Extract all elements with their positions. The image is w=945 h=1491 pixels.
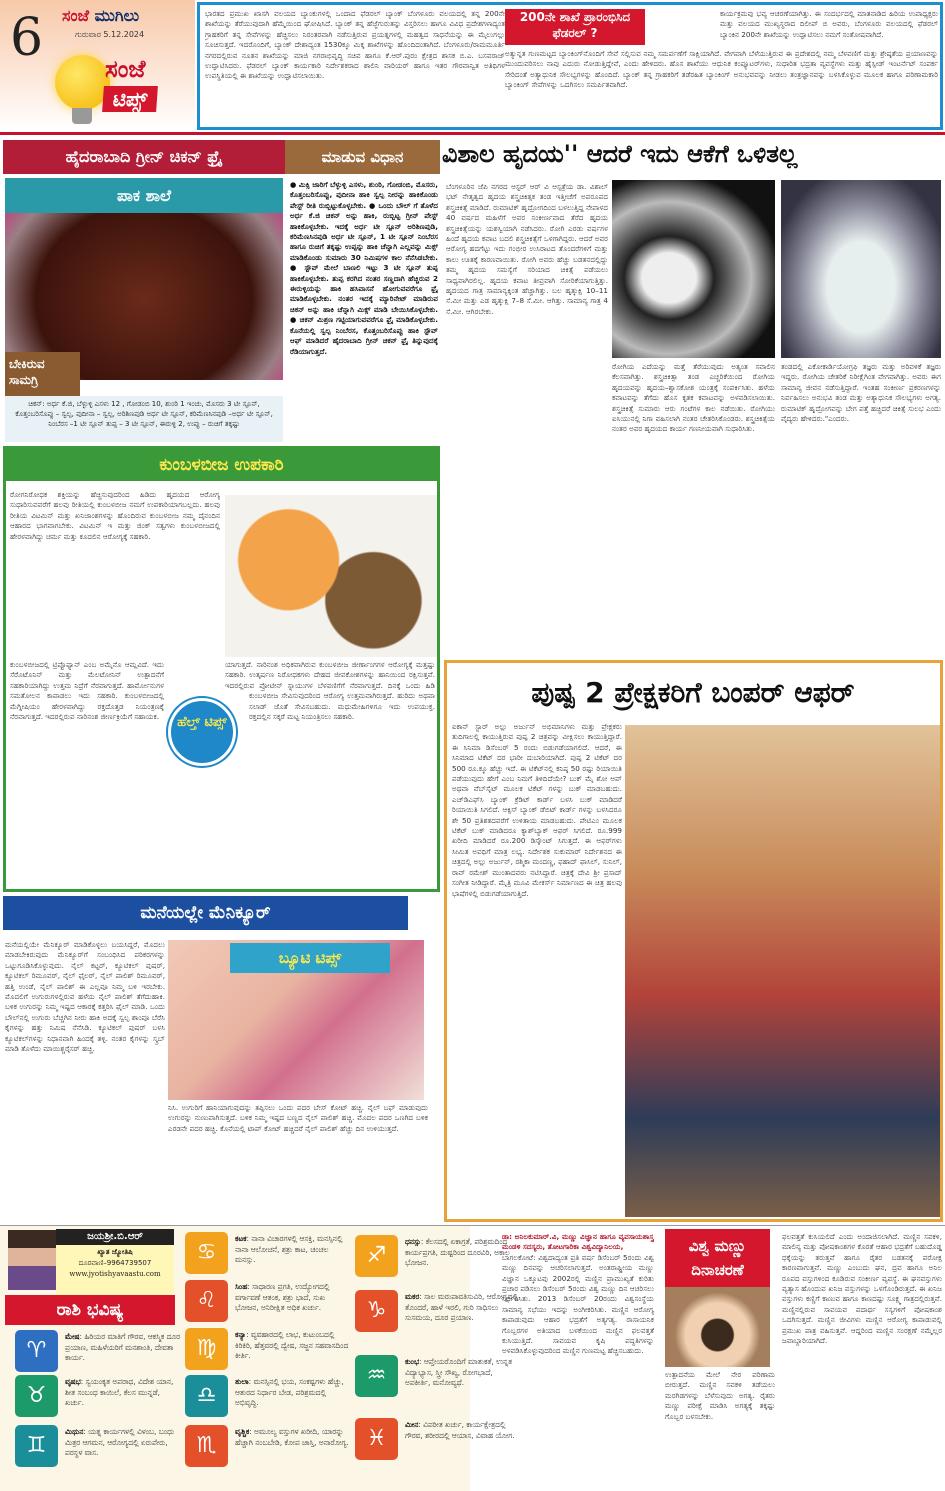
pumpkin-text-3-column (225, 660, 435, 888)
separator: : (249, 1427, 255, 1436)
separator: : (246, 1330, 251, 1339)
zodiac-icon: ♓ (355, 1418, 398, 1460)
heart-text-3: ತಂಡದಲ್ಲಿ ಎಕೋಕಾರ್ಡಿಯೋಗ್ರಫಿ ತಜ್ಞರು ಮತ್ತು ಅರಿವಳಿಕೆ ತಜ್ಞರು ಇದ್ದರು. ರೋಗಿಯ ಚೇತರಿಕೆ ನಿರೀಕ್ಷೆಗಿಂತ ವೇಗವಾಗಿತ್ತು. ಅವರು ಈಗ ಸಾಮಾನ್ಯ ಜೀವನ ನಡೆಸುತ್ತಿದ್ದಾರೆ. ಇಂತಹ ಸಂಕೀರ್ಣ ಪ್ರಕರಣಗಳನ್ನು ನಿರ್ವಹಿಸಲು ಅನುಭವಿ ತಂಡ ಮತ್ತು ಅತ್ಯಾಧುನಿಕ ಸೌಲಭ್ಯಗಳು ಅಗತ್ಯ. ರುಮಾಟಿಕ್ ಹೃದ್ರೋಗವನ್ನು ಬೇಗ ಪತ್ತೆ ಹಚ್ಚಿದರೆ ಚಿಕಿತ್ಸೆ ಸುಲಭ ಎಂದು ವೈದ್ಯರು ಹೇಳಿದರು."ಎಂದರು. (781, 362, 941, 424)
recipe-steps: ● ಮಿಕ್ಸಿ ಜಾರಿಗೆ ಬೆಳ್ಳುಳ್ಳಿ ಎಸಳು, ಶುಂಠಿ, ಗೋಡಂಬಿ, ಮೊಸರು, ಕೊತ್ತಂಬರಿಸೊಪ್ಪು, ಪುದೀನಾ ಹಾಕಿ ಸ್ವಲ್ಪ ನೀರನ್ನು ಹಾಕಿಕೊಂಡು ಪೇಸ್ಟ್ ರೀತಿ ರುಬ್ಬಿಟ್ಟುಕೊಳ್ಳಬೇಕು. ● ಒಂದು ಬೌಲ್ ಗೆ ತೊಳೆದ ಅರ್ಧ ಕೆ.ಜಿ ಚಿಕನ್ ಅನ್ನು ಹಾಕಿ, ರುಬ್ಬಿಟ್ಟ ಗ್ರೀನ್ ಪೇಸ್ಟ್ ಹಾಕಿಕೊಳ್ಳಬೇಕು. ಇದಕ್ಕೆ ಅರ್ಧ ಟೀ ಸ್ಪೂನ್ ಅರಿಶಿಣಪುಡಿ, ಕರಿಮೆಣಸಿನಪುಡಿ ಅರ್ಧ ಟೀ ಸ್ಪೂನ್, 1 ಟೀ ಸ್ಪೂನ್ ನಿಂಬೆರಸ ಹಾಗೂ ರುಚಿಗೆ ತಕ್ಕಷ್ಟು ಉಪ್ಪನ್ನು ಹಾಕಿ ಚೆನ್ನಾಗಿ ಎಲ್ಲವನ್ನು ಮಿಕ್ಸ್ ಮಾಡಿಕೊಂಡು ಸುಮಾರು 30 ನಿಮಿಷಗಳ ಕಾಲ ನೆನೆಸಿಡಬೇಕು. ● ಸ್ಟೌವ್ ಮೇಲೆ ಬಾಣಲಿ ಇಟ್ಟು 3 ಟೀ ಸ್ಪೂನ್ ತುಪ್ಪ ಹಾಕಿಕೊಳ್ಳಬೇಕು. ತುಪ್ಪ ಕರಗಿದ ನಂತರ ಸಣ್ಣದಾಗಿ ಹೆಚ್ಚಿರುವ 2 ಈರುಳ್ಳಿಯನ್ನು ಹಾಕಿ ಹಸಿವಾಸನೆ ಹೋಗುವವರೆಗೂ ಫ್ರೈ ಮಾಡಿಕೊಳ್ಳಬೇಕು. ನಂತರ ಇದಕ್ಕೆ ಮ್ಯಾರಿನೇಟ್ ಮಾಡಿರುವ ಚಿಕನ್ ಅನ್ನು ಹಾಕಿ ಚೆನ್ನಾಗಿ ಮಿಕ್ಸ್ ಮಾಡಿ ಬೇಯಿಸಿಕೊಳ್ಳಬೇಕು. ● ಚಿಕನ್ ಮಿಶ್ರಣ ಗಟ್ಟಿಯಾಗುವವರೆಗೂ ಫ್ರೈ ಮಾಡಿಕೊಳ್ಳಬೇಕು. ಕೊನೆಯಲ್ಲಿ ಸ್ವಲ್ಪ ನಿಂಬೆರಸ, ಕೊತ್ತಂಬರಿಸೊಪ್ಪು ಹಾಕಿ ಸ್ಟೌವ್ ಆಫ್ ಮಾಡಿದರೆ ಹೈದರಾಬಾದಿ ಗ್ರೀನ್ ಚಿಕನ್ ಫ್ರೈ ತಿನ್ನುವುದಕ್ಕೆ ರೆಡಿಯಾಗುತ್ತದೆ. (290, 180, 438, 356)
soil-text-2: ಉತ್ಪಾದನೆಯ ಮೇಲೆ ನೇರ ಪರಿಣಾಮ ಬೀರುತ್ತದೆ. ಮಣ್ಣಿನ ಸವಕಳಿ ತಡೆಯಲು ಮರಗಿಡಗಳನ್ನು ಬೆಳೆಸುವುದು ಅಗತ್ಯ. ರೈತರು ಮಣ್ಣು ಪರೀಕ್ಷೆ ಮಾಡಿಸಿ ಅಗತ್ಯಕ್ಕೆ ತಕ್ಕಷ್ಟು ಗೊಬ್ಬರ ಬಳಸಬೇಕು. (665, 1370, 775, 1421)
zodiac-name: ಧನಸ್ಸು (405, 1237, 421, 1246)
zodiac-name: ವೃಶ್ಚಿಕ (235, 1427, 250, 1436)
zodiac-name: ಸಿಂಹ (235, 1282, 248, 1291)
astrologer-photo (8, 1230, 56, 1290)
zodiac-name: ಕುಂಭ (405, 1357, 419, 1366)
soil-in-hands-photo (665, 1287, 770, 1367)
zodiac-icon: ♍ (185, 1328, 228, 1370)
soil-author: ಡಾ: ಅನಿಲಕುಮಾರ್.ವಿ, ಮಣ್ಣು ವಿಜ್ಞಾನ ಹಾಗೂ ವ್ಯವಸಾಯಶಾಸ್ತ್ರ ಮಂಡಳಿ ಸದಸ್ಯರು, ತೋಟಗಾರಿಕಾ ವಿಶ್ವವಿದ್ಯಾನಿಲಯ, (502, 1232, 654, 1252)
zodiac-prediction: ವಿಪರೀತ ಖರ್ಚು, ಕಾರ್ಯಕ್ಷೇತ್ರದಲ್ಲಿ ಗೌರವ, ಶರೀರದಲ್ಲಿ ಆಯಾಸ, ವಿವಾಹ ಯೋಗ. (405, 1420, 515, 1440)
zodiac-icon: ♈ (15, 1330, 58, 1372)
soil-headline: ವಿಶ್ವ ಮಣ್ಣು ದಿನಾಚರಣೆ (665, 1229, 770, 1287)
horoscope-entry (65, 1427, 180, 1459)
zodiac-prediction: ಸಾಧಾರಣ ಪ್ರಗತಿ, ಉದ್ಯೋಗದಲ್ಲಿ ವರ್ಗಾವಣೆ ಆತಂಕ, ಶತ್ರು ಭಾದೆ, ಸುಖ ಭೋಜನ, ಅನಿರೀಕ್ಷಿತ ಅಧಿಕ ಖರ್ಚು. (235, 1282, 330, 1312)
separator: : (246, 1234, 252, 1243)
recipe-band: ಪಾಕ ಶಾಲೆ (5, 178, 283, 213)
top-news-col1: ಭಾರತದ ಪ್ರಮುಖ ಖಾಸಗಿ ವಲಯದ ಬ್ಯಾಂಕುಗಳಲ್ಲಿ ಒಂದಾದ ಫೆಡರಲ್ ಬ್ಯಾಂಕ್ ಬೆಂಗಳೂರು ವಲಯದಲ್ಲಿ ತನ್ನ 200ನೇ ಶಾಖೆಯನ್ನು ತೆರೆಯುವುದಾಗಿ ಹೆಮ್ಮೆಯಿಂದ ಘೋಷಿಸಿದೆ. ಬ್ಯಾಂಕ್ ತನ್ನ ಹೆಜ್ಜೆಗುರುತನ್ನು ವಿಸ್ತರಿಸಲು ಹಾಗೂ ವಿವಿಧ ಪ್ರದೇಶಗಳಾದ್ಯಂತ ಗ್ರಾಹಕರಿಗೆ ತನ್ನ ಸೇವೆಗಳನ್ನು ಹೆಚ್ಚಿಸಲು ನಿರಂತರವಾಗಿ ನಡೆಸುತ್ತಿರುವ ಪ್ರಯತ್ನಗಳಲ್ಲಿ ಮಹತ್ವದ ಸಾಧನೆಯನ್ನು ಈ ಮೈಲುಗಲ್ಲು ಸೂಚಿಸುತ್ತದೆ. ಇದರೊಂದಿಗೆ, ಬ್ಯಾಂಕ್ ದೇಶಾದ್ಯಂತ 1530ಕ್ಕೂ ಮಿಕ್ಕ ಶಾಖೆಗಳನ್ನು ಹೊಂದಿದಂತಾಗಿದೆ. ಬೆಂಗಳೂರು/ರಾಮಮೂರ್ತಿ ನಗರದಲ್ಲಿರುವ ನೂತನ ಶಾಖೆಯನ್ನು ಮಾಜಿ ನಗರಾಭಿವೃದ್ಧಿ ಸಚಿವ ಹಾಗೂ ಕೆ.ಆರ್.ಪುರಂ ಕ್ಷೇತ್ರದ ಶಾಸಕ ಬಿ.ಎ. ಬಸವರಾಜ್ ಉದ್ಘಾಟಿಸಿದರು. ಫೆಡರಲ್ ಬ್ಯಾಂಕ್ ಕಾರ್ಯಕಾರಿ ನಿರ್ದೇಶಕರಾದ ಶಾಲಿನಿ ವಾರಿಯರ್ ಹಾಗೂ ಇತರ ಗೌರವಾನ್ವಿತ ಅತಿಥಿಗಳ ಉಪಸ್ಥಿತಿಯಲ್ಲಿ ಈ ಶಾಖೆಯನ್ನು ಉದ್ಘಾಟಿಸಲಾಯಿತು. (205, 9, 505, 81)
chest-xray-image-2 (781, 180, 941, 358)
zodiac-prediction: ಮನಸ್ಸಿನಲ್ಲಿ ಭಯ, ಸಂಕಷ್ಟಗಳು ಹೆಚ್ಚು, ಆತುರದ ನಿರ್ಧಾರ ಬೇಡ, ಪರಿಶ್ರಮದಲ್ಲಿ ಅಭಿವೃದ್ಧಿ. (235, 1377, 344, 1407)
heart-text-2: ರೋಗಿಯ ಎದೆಯನ್ನು ಮತ್ತೆ ತೆರೆಯುವುದು ಅತ್ಯಂತ ಸವಾಲಿನ ಕೆಲಸವಾಗಿತ್ತು. ಶಸ್ತ್ರಚಿಕಿತ್ಸಾ ತಂಡ ಎಚ್ಚರಿಕೆಯಿಂದ ರೋಗಿಯ ಹೃದಯವನ್ನು ಹೃದಯ–ಶ್ವಾಸಕೋಶ ಯಂತ್ರಕ್ಕೆ ಸಂಪರ್ಕಿಸಿತು. ಹಳೆಯ ಕವಾಟವನ್ನು ತೆಗೆದು ಹೊಸ ಕೃತಕ ಕವಾಟವನ್ನು ಅಳವಡಿಸಲಾಯಿತು. ಶಸ್ತ್ರಚಿಕಿತ್ಸೆ ಸುಮಾರು ಆರು ಗಂಟೆಗಳ ಕಾಲ ನಡೆಯಿತು. ರೋಗಿಯು ಐಸಿಯುನಲ್ಲಿ ನಿಗಾ ವಹಿಸಲಾಗಿ ನಂತರ ಚೇತರಿಸಿಕೊಂಡರು. ಶಸ್ತ್ರಚಿಕಿತ್ಸೆಯ ನಂತರ ಅವರ ಹೃದಯದ ಕಾರ್ಯ ಗಣನೀಯವಾಗಿ ಸುಧಾರಿಸಿತು. (612, 362, 775, 434)
recipe-method-label: ಮಾಡುವ ವಿಧಾನ (285, 140, 440, 174)
astrologer-name: ಜಯಶ್ರೀ.ಬಿ.ಆರ್ (56, 1229, 174, 1245)
page-number: 6 (10, 8, 44, 68)
separator: : (418, 1420, 424, 1429)
zodiac-icon: ♎ (185, 1375, 228, 1417)
zodiac-prediction: ಯತ್ನ ಕಾರ್ಯಗಳಲ್ಲಿ ವಿಳಂಬ, ಬಂಧು ಮಿತ್ರರ ಆಗಮನ, ಆರೋಗ್ಯದಲ್ಲಿ ಏರುಪೇರು, ಪರಸ್ಥಳ ವಾಸ. (65, 1427, 175, 1457)
section-title-a: ಸಂಜೆ (105, 55, 146, 83)
separator: : (83, 1427, 89, 1436)
movie-still-photo (625, 725, 940, 1217)
manicure-headline: ಮನೆಯಲ್ಲೇ ಮೆನಿಕ್ಯೂರ್ (3, 896, 408, 930)
section-title-b: ಟಿಪ್ಸ್ (102, 86, 158, 112)
separator: : (420, 1237, 426, 1246)
heart-text-1: ಬೆಂಗಳೂರಿನ ಜೆಪಿ ನಗರದ ಆಸ್ಟರ್ ಆರ್ ವಿ ಆಸ್ಪತ್ರೆಯ ಡಾ. ವಿಶಾಲ್ ಭಟ್ ನೇತೃತ್ವದ ಹೃದಯ ಶಸ್ತ್ರಚಿಕಿತ್ಸಕ ತಂಡ ಇತ್ತೀಚೆಗೆ ಅಪರೂಪದ ಶಸ್ತ್ರಚಿಕಿತ್ಸೆ ಮಾಡಿದೆ. ರುಮಾಟಿಕ್ ಹೃದ್ರೋಗದಿಂದ ಬಳಲುತ್ತಿದ್ದ ನೇಪಾಳದ 40 ವರ್ಷದ ಮಹಿಳೆಗೆ ಅವರ ಸಂಕೀರ್ಣವಾದ ತೆರೆದ ಹೃದಯ ಶಸ್ತ್ರಚಿಕಿತ್ಸೆಯನ್ನು ಯಶಸ್ವಿಯಾಗಿ ನಡೆಸಿದರು. ರೋಗಿ ಎರಡು ವರ್ಷಗಳ ಹಿಂದೆ ಹೃದಯ ಕವಾಟ ಬದಲಿ ಶಸ್ತ್ರಚಿಕಿತ್ಸೆಗೆ ಒಳಗಾಗಿದ್ದರು. ಆದರೆ ಅವರ ಆರೋಗ್ಯ ಹದಗೆಟ್ಟು ಇದು ಗಂಭೀರ ಉಸಿರಾಟದ ತೊಂದರೆಗಳಿಗೆ ಮತ್ತು ಕಾಲು ಊತಕ್ಕೆ ಕಾರಣವಾಯಿತು. ರೋಗಿ ಅವರು ಹೆಚ್ಚು ಬಡತನದಲ್ಲಿದ್ದು ತಮ್ಮ ಹೃದಯ ಸಮಸ್ಯೆಗೆ ಸರಿಯಾದ ಚಿಕಿತ್ಸೆ ಪಡೆಯಲು ಸಾಧ್ಯವಾಗಿರಲಿಲ್ಲ. ಹೃದಯ ಕವಾಟ ತೀವ್ರವಾಗಿ ಸೋರಿಕೆಯಾಗುತ್ತಿತ್ತು. ಹೃದಯದ ಗಾತ್ರ ಸಾಮಾನ್ಯಕ್ಕಿಂತ ಹೆಚ್ಚಾಗಿತ್ತು. ಬಲ ಹೃತ್ಕುಕ್ಷಿ 10–11 ಸೆ.ಮೀ ಮತ್ತು ಎಡ ಹೃತ್ಕುಕ್ಷಿ 7–8 ಸೆ.ಮೀ. ಆಗಿತ್ತು. ಸಾಮಾನ್ಯ ಗಾತ್ರ 4 ಸೆ.ಮೀ. ಆಗಿರಬೇಕು. (446, 182, 608, 316)
separator: : (419, 1357, 424, 1366)
zodiac-name: ಮೀನ (405, 1420, 419, 1429)
pumpkin-text-1: ರೋಗನಿರೋಧಕ ಶಕ್ತಿಯನ್ನು ಹೆಚ್ಚಿಸುವುದರಿಂದ ಹಿಡಿದು ಹೃದಯದ ಆರೋಗ್ಯ ಸುಧಾರಿಸುವವರೆಗೆ ಹಲವು ರೀತಿಯಲ್ಲಿ ಕುಂಬಳಬೀಜ ನಮಗೆ ಉಪಕಾರಿಯಾಗಬಲ್ಲದು. ಹಲವು ರೀತಿಯ ವಿಟಮಿನ್ ಮತ್ತು ಖನಿಜಾಂಶಗಳನ್ನು ಹೊಂದಿರುವ ಕುಂಬಳಬೀಜ ನಮ್ಮ ದೈನಂದಿನ ಆಹಾರದ ಭಾಗವಾಗಬೇಕು. ವಿಟಮಿನ್ ಇ ಮತ್ತು ಜಿಂಕ್ ಸತ್ವಗಳು ಕುಂಬಳಬೀಜದಲ್ಲಿ ಹೇರಳವಾಗಿದ್ದು ಚರ್ಮ ಮತ್ತು ಕೂದಲಿನ ಆರೋಗ್ಯಕ್ಕೆ ಸಹಕಾರಿ. (10, 490, 220, 541)
pushpa-text: ಐಕಾನ್ ಸ್ಟಾರ್ ಅಲ್ಲು ಅರ್ಜುನ್ ಅಭಿಮಾನಿಗಳು ಮತ್ತು ಪ್ರೇಕ್ಷಕರು ತುದಿಗಾಲಲ್ಲಿ ಕಾಯುತ್ತಿರುವ ಪುಷ್ಪ 2 ಚಿತ್ರವನ್ನು ವೀಕ್ಷಿಸಲು ಕಾಯುತ್ತಿದ್ದಾರೆ. ಈ ಸಿನಿಮಾ ಡಿಸೆಂಬರ್ 5 ರಂದು ಬಿಡುಗಡೆಯಾಗಲಿದೆ. ಆದರೆ, ಈ ಸಿನಿಮಾದ ಟಿಕೆಟ್ ದರ ಭಾರೀ ದುಬಾರಿಯಾಗಿದೆ. ಪುಷ್ಪ 2 ಟಿಕೆಟ್ ದರ 500 ರೂ.ಕ್ಕೂ ಹೆಚ್ಚು ಇದೆ. ಈ ಟಿಕೆಟ್‌ನಲ್ಲಿ ಕನಿಷ್ಠ 50 ರಷ್ಟು ರಿಯಾಯಿತಿ ಪಡೆಯುವುದು ಹೇಗೆ ಎಂಬ ನಿಮಗೆ ತಿಳಿದಿದೆಯೇ? ಬುಕ್ ಮೈ ಶೋ ಆಪ್ ಅಥವಾ ವೆಬ್‌ಸೈಟ್ ಮೂಲಕ ಟಿಕೆಟ್ ಗಳನ್ನು ಬುಕ್ ಮಾಡಬಹುದು. ಎಚ್‌ಡಿಎಫ್‌ಸಿ ಬ್ಯಾಂಕ್ ಕ್ರೆಡಿಟ್ ಕಾರ್ಡ್ ಬಳಸಿ ಬುಕ್ ಮಾಡಿದರೆ ರಿಯಾಯಿತಿ ಸಿಗಲಿದೆ. ಆಕ್ಸಿಸ್ ಬ್ಯಾಂಕ್ ಡೆಬಿಟ್ ಕಾರ್ಡ್ ಗಳನ್ನು ಬಳಸಿದರೂ ಶೇ 50 ಪ್ರತಿಶತದವರೆಗೆ ಉಳಿತಾಯ ಮಾಡಬಹುದು. ಪೇಟಿಎಂ ಮೂಲಕ ಟಿಕೆಟ್ ಬುಕ್ ಮಾಡಿದರೂ ಕ್ಯಾಶ್‌ಬ್ಯಾಕ್ ಆಫರ್ ಸಿಗಲಿದೆ. ರೂ.999 ಖರೀದಿ ಮಾಡಿದರೆ ರೂ.200 ಡಿಸ್ಕೌಂಟ್ ಸಿಗುತ್ತದೆ. ಈ ಆಫರ್‌ಗಳು ಸೀಮಿತ ಅವಧಿಗೆ ಮಾತ್ರ ಲಭ್ಯ. ನಿರ್ದೇಶಕ ಸುಕುಮಾರ್ ನಿರ್ದೇಶನದ ಈ ಚಿತ್ರದಲ್ಲಿ ಅಲ್ಲು ಅರ್ಜುನ್, ರಶ್ಮಿಕಾ ಮಂದಣ್ಣ, ಫಹಾದ್ ಫಾಸಿಲ್, ಸುನಿಲ್, ರಾವ್ ರಮೇಶ್ ಮುಂತಾದವರು ನಟಿಸಿದ್ದಾರೆ. ಚಿತ್ರಕ್ಕೆ ದೇವಿ ಶ್ರೀ ಪ್ರಸಾದ್ ಸಂಗೀತ ನೀಡಿದ್ದಾರೆ. ಮೈತ್ರಿ ಮೂವಿ ಮೇಕರ್ಸ್ ನಿರ್ಮಾಣದ ಈ ಚಿತ್ರ ಹಲವು ಭಾಷೆಗಳಲ್ಲಿ ಬಿಡುಗಡೆಯಾಗುತ್ತಿದೆ. (452, 722, 622, 898)
horoscope-entry (65, 1377, 180, 1409)
pumpkin-headline: ಕುಂಬಳಬೀಜ ಉಪಕಾರಿ (6, 449, 437, 481)
zodiac-icon: ♐ (355, 1235, 398, 1277)
zodiac-name: ಕನ್ಯಾ (235, 1330, 247, 1339)
ingredients-label: ಬೇಕಿರುವ ಸಾಮಗ್ರಿ (5, 352, 80, 396)
zodiac-name: ಕಟಕ (235, 1234, 247, 1243)
zodiac-icon: ♑ (355, 1290, 398, 1332)
heart-headline: ವಿಶಾಲ ಹೃದಯ'' ಆದರೆ ಇದು ಆಕೆಗೆ ಒಳಿತಲ್ಲ (442, 140, 798, 168)
zodiac-prediction: ಹಿರಿಯರ ಮಾತಿಗೆ ಗೌರವ, ಆಕಸ್ಮಿಕ ದೂರ ಪ್ರಯಾಣ, ಮಹಿಳೆಯರಿಗೆ ಮನಶಾಂತಿ, ದೇವತಾ ಕಾರ್ಯ. (65, 1332, 180, 1362)
zodiac-prediction: ಆಪ್ತೇಯರೊಂದಿಗೆ ಮಾತುಕತೆ, ಉನ್ನತ ವಿದ್ಯಾಭ್ಯಾಸ, ಸ್ತ್ರೀ ಸೌಖ್ಯ, ರೋಗಭಾದೆ, ಅಪಕೀರ್ತಿ, ಮನೋವ್ಯಥೆ. (405, 1357, 513, 1387)
zodiac-icon: ♋ (185, 1232, 228, 1274)
pumpkin-text-2: ಕುಂಬಳಬೀಜದಲ್ಲಿ ಟ್ರಿಪ್ಟೊಫ್ಯಾನ್ ಎಂಬ ಅಮೈನೊ ಆಮ್ಲವಿದೆ. ಇದು ಸೆರೊಟೊನಿನ್ ಮತ್ತು ಮೆಲಟೋನಿನ್ ಉತ್ಪಾದನೆಗೆ ಸಹಕಾರಿಯಾಗಿದ್ದು ಉತ್ತಮ ನಿದ್ರೆಗೆ ನೆರವಾಗುತ್ತದೆ. ಹಾರ್ಮೋನುಗಳ ಸಮತೋಲನ ಕಾಪಾಡಲು ಇದು ಸಹಕಾರಿ. ಕುಂಬಳಬೀಜದಲ್ಲಿ ಮೆಗ್ನೀಷಿಯಂ ಹೇರಳವಾಗಿದ್ದು ರಕ್ತದೊತ್ತಡ ನಿಯಂತ್ರಣಕ್ಕೆ ನೆರವಾಗುತ್ತದೆ. ಇದರಲ್ಲಿರುವ ನಾರಿನಂಶ ಜೀರ್ಣಕ್ರಿಯೆಗೆ ಸಹಾಯಕ. (10, 660, 164, 722)
zodiac-prediction: ಅಮೂಲ್ಯ ವಸ್ತುಗಳ ಖರೀದಿ, ಯಾರನ್ನು ಹೆಚ್ಚಾಗಿ ನಂಬಬೇಡಿ, ಕೋಪ ಜಾಸ್ತಿ, ಅನಾರೋಗ್ಯ. (235, 1427, 349, 1447)
horoscope-entry (235, 1330, 350, 1362)
paper-name-a: ಸಂಜೆ (62, 6, 89, 25)
divider (0, 132, 945, 135)
zodiac-icon: ♒ (355, 1355, 398, 1397)
ingredients-list: ಚಿಕನ್: ಅರ್ಧ ಕೆ.ಜಿ, ಬೆಳ್ಳುಳ್ಳಿ ಎಸಳು 12 , ಗೋಡಂಬಿ 10, ಶುಂಠಿ 1 ಇಂಚು, ಮೊಸರು 3 ಟೀ ಸ್ಪೂನ್, ಕೊತ್ತಂಬರಿಸೊಪ್ಪು – ಸ್ವಲ್ಪ, ಪುದೀನಾ – ಸ್ವಲ್ಪ, ಅರಿಶಿಣಪುಡಿ ಅರ್ಧ ಟೀ ಸ್ಪೂನ್, ಕರಿಮೆಣಸಿನಪುಡಿ –ಅರ್ಧ ಟೀ ಸ್ಪೂನ್, ನಿಂಬೆರಸ –1 ಟೀ ಸ್ಪೂನ್ ತುಪ್ಪ – 3 ಟೀ ಸ್ಪೂನ್, ಈರುಳ್ಳಿ 2, ಉಪ್ಪು – ರುಚಿಗೆ ತಕ್ಕಷ್ಟು (5, 396, 283, 442)
top-news-headline: 200ನೇ ಶಾಖೆ ಪ್ರಾರಂಭಿಸಿದ ಫೆಡರಲ್ ? (505, 9, 645, 45)
zodiac-icon: ♏ (185, 1425, 228, 1467)
zodiac-name: ಮಿಥುನ (65, 1427, 84, 1436)
top-news-col3: ಅತ್ಯುನ್ನತ ಗುಣಮಟ್ಟದ ಬ್ಯಾಂಕಿಂಗ್‌ನೊಂದಿಗೆ ಸೇವೆ ಸಲ್ಲಿಸುವ ನಮ್ಮ ಸಮರ್ಪಣೆಗೆ ಸಾಕ್ಷಿಯಾಗಿದೆ. ವೇಗವಾಗಿ ಬೆಳೆಯುತ್ತಿರುವ ಈ ಪ್ರದೇಶದಲ್ಲಿ ನಮ್ಮ ಬೆಳವಣಿಗೆ ಮತ್ತು ಶ್ರೇಷ್ಠತೆಯ ಪ್ರಯಾಣವನ್ನು ಮುಂದುವರಿಸಲು ನಾವು ಎದುರು ನೋಡುತ್ತಿದ್ದೇವೆ, ಎಂದು ಹೇಳಿದರು. ಹೊಸ ಶಾಖೆಯು ಆಧುನಿಕ ಕಂಪ್ಯೂಟರ್‌ಗಳು, ಸುಧಾರಿತ ಭದ್ರತಾ ವ್ಯವಸ್ಥೆಗಳು ಮತ್ತು ಹೈಸ್ಪೀಡ್ ಇಂಟರ್ನೆಟ್ ಸಂಪರ್ಕ ಸೇರಿದಂತೆ ಅತ್ಯಾಧುನಿಕ ಸೌಲಭ್ಯಗಳನ್ನು ಹೊಂದಿದೆ. ಬ್ಯಾಂಕ್ ತನ್ನ ಗ್ರಾಹಕರಿಗೆ ತಡೆರಹಿತ ಬ್ಯಾಂಕಿಂಗ್ ಅನುಭವವನ್ನು ನೀಡಲು ತಂತ್ರಜ್ಞಾನವನ್ನು ಬಳಸಿಕೊಳ್ಳುವ ಮೂಲಕ ಹಾಗೂ ಪರಿಣಾಮಕಾರಿ ಬ್ಯಾಂಕಿಂಗ್ ಸೇವೆಗಳನ್ನು ಒದಗಿಸಲು ಸಮರ್ಪಿತವಾಗಿದೆ. (505, 49, 938, 90)
chest-xray-image (612, 180, 775, 358)
horoscope-entry (65, 1332, 180, 1364)
manicure-text-1: ಮನೆಯಲ್ಲಿಯೇ ಮೆನಿಕ್ಯೂರ್ ಮಾಡಿಕೊಳ್ಳಲು ಬಯಸಿದ್ದರೆ, ಮೊದಲು ಮಾಡಬೇಕಿರುವುದು ಮೆನಿಕ್ಯೂರ್‌ಗೆ ಸಂಬಂಧಿಸಿದ ಪರಿಕರಗಳನ್ನು ಒಟ್ಟುಗೂಡಿಸಿಕೊಳ್ಳುವುದು. ನೈಲ್ ಕಟ್ಟರ್, ಕ್ಯೂಟಿಕಲ್ ಪುಷರ್, ಕ್ಯೂಟಿಕಲ್ ರಿಮೂವರ್, ನೈಲ್ ಫೈಲರ್, ನೈಲ್ ಪಾಲಿಶ್ ರಿಮೂವರ್, ಹತ್ತಿ ಉಂಡೆ, ನೈಲ್ ಪಾಲಿಶ್ ಈ ಎಲ್ಲವೂ ನಿಮ್ಮ ಬಳಿ ಇರಬೇಕು. ಮೊದಲಿಗೆ ಉಗುರುಗಳಲ್ಲಿರುವ ಹಳೆಯ ನೈಲ್ ಪಾಲಿಶ್ ತೆಗೆದುಹಾಕಿ. ಬಳಿಕ ಉಗುರನ್ನು ನಿಮ್ಮ ಇಷ್ಟದ ಆಕಾರಕ್ಕೆ ಕತ್ತರಿಸಿ ಫೈಲ್ ಮಾಡಿ. ಒಂದು ಬೌಲ್‌ನಲ್ಲಿ ಉಗುರು ಬೆಚ್ಚಗಿನ ನೀರು ಹಾಕಿ ಅದಕ್ಕೆ ಸ್ವಲ್ಪ ಶಾಂಪೂ ಬೆರೆಸಿ ಕೈಗಳನ್ನು ಹತ್ತು ನಿಮಿಷ ನೆನೆಸಿಡಿ. ಕ್ಯೂಟಿಕಲ್ ಪುಷರ್ ಬಳಸಿ ಕ್ಯೂಟಿಕಲ್‌ಗಳನ್ನು ನಿಧಾನವಾಗಿ ಹಿಂದಕ್ಕೆ ತಳ್ಳಿ. ನಂತರ ಕೈಗಳನ್ನು ಸ್ಕ್ರಬ್ ಮಾಡಿ ತೊಳೆದು ಮಾಯಿಶ್ಚರೈಸರ್ ಹಚ್ಚಿ. (5, 940, 165, 1054)
paper-name-b: ಮುಗಿಲು (94, 6, 140, 25)
zodiac-icon: ♊ (15, 1425, 58, 1467)
zodiac-prediction: ಸ್ವಯಂಕೃತ ಅಪರಾಧ, ವಿದೇಶ ಯಾನ, ಶೀತ ಸಂಬಂಧ ಕಾಯಿಲೆ, ಕೆಲಸ ಮುನ್ನಡೆ, ಖರ್ಚು. (65, 1377, 174, 1407)
zodiac-prediction: ನಾನಾ ವಿಚಾರಗಳಲ್ಲಿ ಆಸಕ್ತಿ, ಮನಸ್ಸಿನಲ್ಲಿ ನಾನಾ ಆಲೋಚನೆ, ಶತ್ರು ಕಾಟ, ಚಂಚಲ ಮನಸ್ಸು. (235, 1234, 343, 1264)
astrologer-info (56, 1245, 174, 1295)
recipe-title: ಹೈದರಾಬಾದಿ ಗ್ರೀನ್ ಚಿಕನ್ ಫ್ರೈ (3, 140, 285, 174)
separator: : (248, 1377, 254, 1386)
soil-body-1: ಬಾಗಲಕೋಟೆ: ವಿಶ್ವದಾದ್ಯಂತ ಪ್ರತಿ ವರ್ಷ ಡಿಸೆಂಬರ್ 5ರಂದು ವಿಶ್ವ ಮಣ್ಣು ದಿನವನ್ನು ಆಚರಿಸಲಾಗುತ್ತದೆ. ಅಂತರಾಷ್ಟ್ರೀಯ ಮಣ್ಣು ವಿಜ್ಞಾನ ಒಕ್ಕೂಟವು 2002ರಲ್ಲಿ ಮಣ್ಣಿನ ಪ್ರಾಮುಖ್ಯತೆ ಕುರಿತು ಪ್ರಚಾರ ಪಡಿಸಲು ಡಿಸೆಂಬರ್ 5ರಂದು ವಿಶ್ವ ಮಣ್ಣು ದಿನ ಆಚರಿಸಲು ನಿರ್ಧರಿಸಿತು. 2013 ಡಿಸೆಂಬರ್ 20ರಂದು ವಿಶ್ವಸಂಸ್ಥೆಯ ಸಾಮಾನ್ಯ ಸಭೆಯು ಇದನ್ನು ಅಂಗೀಕರಿಸಿತು. ಮಣ್ಣಿನ ಆರೋಗ್ಯ ಕಾಪಾಡುವುದು ಆಹಾರ ಭದ್ರತೆಗೆ ಅತ್ಯಗತ್ಯ. ರಾಸಾಯನಿಕ ಗೊಬ್ಬರಗಳ ಅತಿಯಾದ ಬಳಕೆಯಿಂದ ಮಣ್ಣಿನ ಫಲವತ್ತತೆ ಕುಸಿಯುತ್ತಿದೆ. ಸಾವಯವ ಕೃಷಿ ಪದ್ಧತಿಗಳನ್ನು ಅಳವಡಿಸಿಕೊಳ್ಳುವುದರಿಂದ ಮಣ್ಣಿನ ಗುಣಮಟ್ಟ ಹೆಚ್ಚಿಸಬಹುದು. (502, 1252, 654, 1356)
astrologer-phone: ದೂರವಾಣಿ–9964739507 (78, 1259, 152, 1267)
horoscope-entry (235, 1282, 350, 1314)
astrologer-website: www.jyotishyavaastu.com (69, 1270, 161, 1278)
beauty-tips-badge: ಬ್ಯೂಟಿ ಟಿಪ್ಸ್ (230, 943, 390, 973)
astrologer-title: ಖ್ಯಾತ ಜ್ಯೋತಿಷಿ (97, 1248, 133, 1256)
zodiac-name: ವೃಷಭ (65, 1377, 81, 1386)
separator: : (80, 1377, 86, 1386)
newspaper-name (62, 6, 139, 26)
lightbulb-base-icon (72, 108, 92, 124)
top-news-col2: ಕಾರ್ಯಕ್ರಮವು ಭವ್ಯ ಆಚರಣೆಯಾಗಿತ್ತು. ಈ ಸಂದರ್ಭದಲ್ಲಿ ಮಾತನಾಡಿದ ಹಿರಿಯ ಉಪಾಧ್ಯಕ್ಷರು ಮತ್ತು ವಲಯದ ಮುಖ್ಯಸ್ಥರಾದ ದಿಲೀಪ್ ಬಿ ಅವರು, ಬೆಂಗಳೂರು ವಲಯದಲ್ಲಿ ಫೆಡರಲ್ ಬ್ಯಾಂಕಿನ 200ನೇ ಶಾಖೆಯನ್ನು ಉದ್ಘಾಟಿಸಲು ನಮಗೆ ಸಂತೋಷವಾಗಿದೆ. (720, 9, 938, 39)
horoscope-entry (235, 1234, 350, 1266)
soil-text-3: ಫಲವತ್ತತೆ ಕುಸಿಯಲಿದೆ ಎಂದು ಅಂದಾಜಿಸಲಾಗಿದೆ. ಮಣ್ಣಿನ ಸವಕಳಿ, ಮಾಲಿನ್ಯ ಮತ್ತು ಪೋಷಕಾಂಶಗಳ ಕೊರತೆ ಆಹಾರ ಭದ್ರತೆಗೆ ಬಹುದೊಡ್ಡ ಧಕ್ಕೆಯನ್ನು ತರುತ್ತವೆ ಹಾಗೂ ರೈತರ ಬಡತನಕ್ಕೆ ಪರೋಕ್ಷ ಕಾರಣವಾಗುತ್ತವೆ. ಮಣ್ಣು ಎಂಬುದು ಘನ, ದ್ರವ ಹಾಗೂ ಅನಿಲ ರೂಪದ ವಸ್ತುಗಳಿಂದ ಕೂಡಿರುವ ಸಂಕೀರ್ಣ ವ್ಯವಸ್ಥೆ. ಈ ಘನವಸ್ತುಗಳು ವ್ಯತ್ಯಾಸ ಹೊಂದುವ ಖನಿಜ ವಸ್ತುಗಳನ್ನು ಒಳಗೊಂಡಿರುತ್ತದೆ. ಈ ಖನಿಜ ವಸ್ತುಗಳು ಕಣ್ಣಿಗೆ ಕಾಣುವ ಹಾಗೂ ಕಾಣದಷ್ಟು ಸೂಕ್ಷ್ಮ ಗಾತ್ರದಲ್ಲಿರುತ್ತವೆ. ಮಣ್ಣಿನಲ್ಲಿರುವ ಸಾವಯವ ಪದಾರ್ಥ ಸಸ್ಯಗಳಿಗೆ ಪೋಷಕಾಂಶ ಒದಗಿಸುತ್ತದೆ. ಮಣ್ಣಿನ ಜೀವಿಗಳು ಮಣ್ಣಿನ ಆರೋಗ್ಯ ಕಾಪಾಡುವಲ್ಲಿ ಪ್ರಮುಖ ಪಾತ್ರ ವಹಿಸುತ್ತವೆ. ಆದ್ದರಿಂದ ಮಣ್ಣಿನ ಸಂರಕ್ಷಣೆ ನಮ್ಮೆಲ್ಲರ ಜವಾಬ್ದಾರಿಯಾಗಿದೆ. (782, 1232, 942, 1346)
zodiac-name: ಮಕರ (405, 1292, 420, 1301)
horoscope-entry (235, 1377, 350, 1409)
horoscope-entry (235, 1427, 350, 1448)
zodiac-name: ತುಲಾ (235, 1377, 249, 1386)
horoscope-heading: ರಾಶಿ ಭವಿಷ್ಯ (5, 1295, 175, 1325)
pumpkin-text-3: ಯಾಗುತ್ತದೆ. ನಾರಿನಂಶ ಅಧಿಕವಾಗಿರುವ ಕುಂಬಳಬೀಜ ಜೀರ್ಣಾಂಗಗಳ ಆರೋಗ್ಯಕ್ಕೆ ಮತ್ತಷ್ಟು ಸಹಕಾರಿ. ಉತ್ಕರ್ಷಣ ನಿರೋಧಕಗಳು ದೇಹದ ಜೀವಕೋಶಗಳನ್ನು ಹಾನಿಯಿಂದ ರಕ್ಷಿಸುತ್ತವೆ. ಇದರಲ್ಲಿರುವ ಪ್ರೋಟೀನ್ ಸ್ನಾಯುಗಳ ಬೆಳವಣಿಗೆಗೆ ನೆರವಾಗುತ್ತದೆ. ದಿನಕ್ಕೆ ಒಂದು ಹಿಡಿ ಕುಂಬಳಬೀಜ ಸೇವಿಸುವುದರಿಂದ ಆರೋಗ್ಯ ಉತ್ತಮವಾಗಿರುತ್ತದೆ. ಹುರಿದು ಅಥವಾ ಸಲಾಡ್ ಜೊತೆ ಸೇವಿಸಬಹುದು. ಮಧುಮೇಹಿಗಳಿಗೂ ಇದು ಉಪಯುಕ್ತ. ರಕ್ತದಲ್ಲಿನ ಸಕ್ಕರೆ ಮಟ್ಟ ನಿಯಂತ್ರಿಸಲು ಸಹಕಾರಿ. (225, 660, 435, 722)
manicure-text-2: ನಿಸಿ. ಉಗುರಿಗೆ ಹಾನಿಯಾಗುವುದನ್ನು ತಪ್ಪಿಸಲು ಒಂದು ಪದರ ಬೇಸ್ ಕೋಟ್ ಹಚ್ಚಿ. ನೈಲ್ ಬಫ್ ಮಾಡುವುದು ಉಗುರನ್ನು ನುಣುಪಾಗಿಸುತ್ತದೆ. ಬಳಿಕ ನಿಮ್ಮ ಇಷ್ಟದ ಬಣ್ಣದ ನೈಲ್ ಪಾಲಿಶ್ ಹಚ್ಚಿ. ಮೊದಲ ಪದರ ಒಣಗಿದ ಬಳಿಕ ಎರಡನೇ ಪದರ ಹಚ್ಚಿ. ಕೊನೆಯಲ್ಲಿ ಟಾಪ್ ಕೋಟ್ ಹಚ್ಚಿದರೆ ನೈಲ್ ಪಾಲಿಶ್ ಹೆಚ್ಚು ದಿನ ಉಳಿಯುತ್ತದೆ. (168, 1103, 428, 1133)
pumpkin-seeds-photo (225, 495, 437, 657)
pushpa-headline: ಪುಷ್ಪ 2 ಪ್ರೇಕ್ಷಕರಿಗೆ ಬಂಪರ್ ಆಫರ್ (531, 676, 855, 709)
soil-text-1 (502, 1232, 654, 1487)
zodiac-prediction: ಸಾಲ ಮರುಪಾವತಿಸುವಿರಿ, ಆರೋಗ್ಯದಲ್ಲಿ ತೊಂದರೆ, ಹಾಳೆ ಇರಲಿ, ಗುರಿ ಸಾಧಿಸಲು ಸುಸಮಯ, ದೂರ ಪ್ರಯಾಣ. (405, 1292, 519, 1322)
zodiac-prediction: ಕೆಲಸದಲ್ಲಿ ಏಕಾಗ್ರತೆ, ಪರಿಶ್ರಮದಿಂದ ಕಾರ್ಯಪ್ರಗತಿ, ದುಷ್ಟರಿಂದ ದೂರವಿರಿ, ಅಕಾಲ ಭೋಜನ. (405, 1237, 510, 1267)
issue-date: ಗುರುವಾರ 5.12.2024 (75, 30, 145, 39)
zodiac-icon: ♉ (15, 1375, 58, 1417)
zodiac-icon: ♌ (185, 1280, 228, 1322)
zodiac-prediction: ವ್ಯವಹಾರದಲ್ಲಿ ಲಾಭ, ಕುಟುಂಬದಲ್ಲಿ ಕಿರಿಕಿರಿ, ಹೆತ್ತವರಲ್ಲಿ ದ್ವೇಷ, ಸಜ್ಜನ ಸಹವಾಸದಿಂದ ಕೀರ್ತಿ. (235, 1330, 349, 1360)
separator: : (247, 1282, 253, 1291)
separator: : (79, 1332, 85, 1341)
top-news-box (197, 2, 943, 130)
health-tips-badge: ಹೆಲ್ತ್ ಟಿಪ್ಸ್ (168, 698, 236, 766)
separator: : (419, 1292, 425, 1301)
zodiac-name: ಮೇಷ (65, 1332, 80, 1341)
